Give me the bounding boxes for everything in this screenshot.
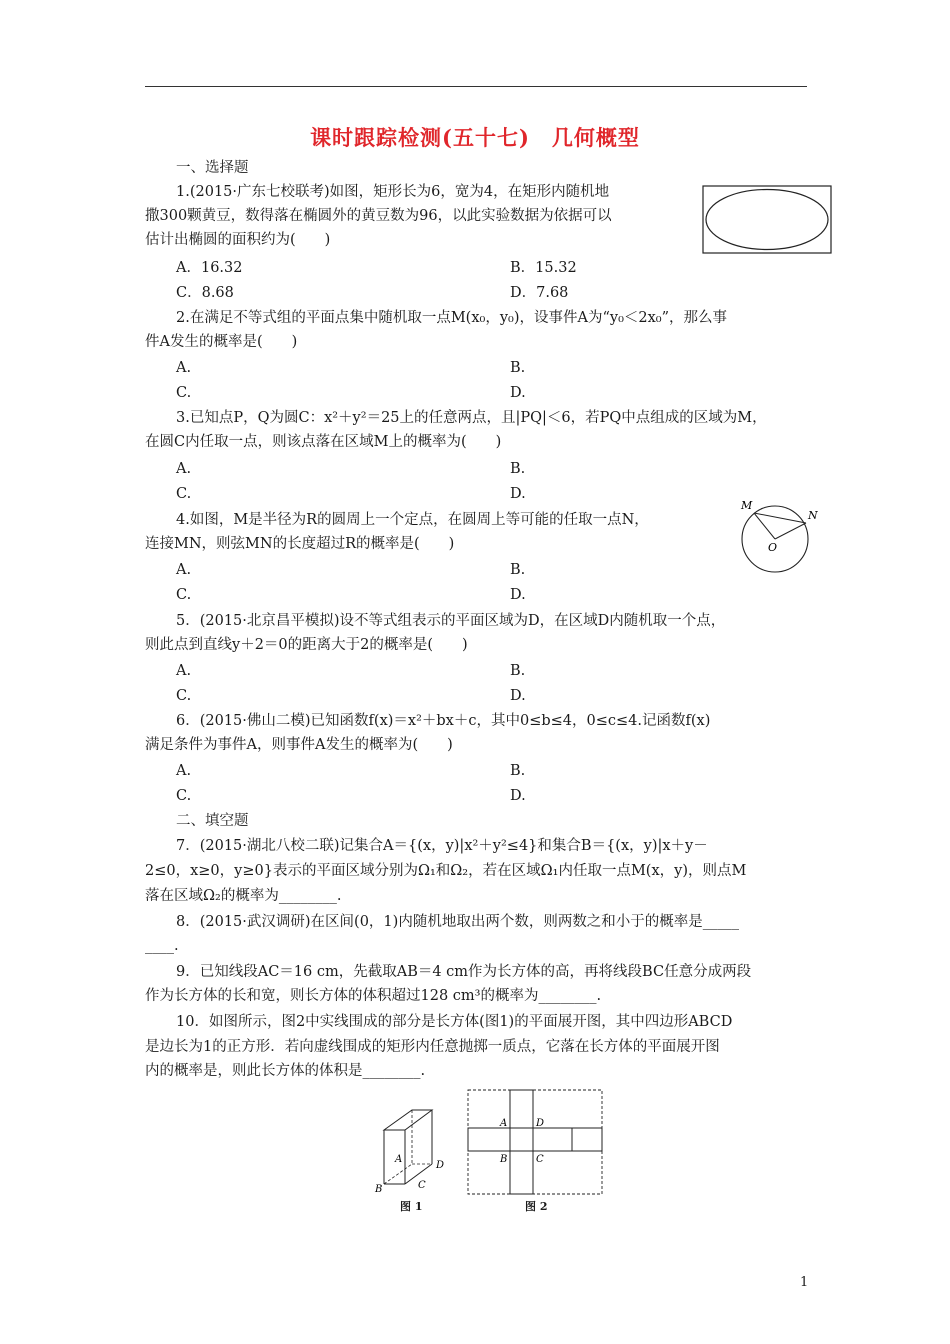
page-number: 1: [800, 1275, 809, 1290]
q6-line2: 满足条件为事件A，则事件A发生的概率为( ): [145, 737, 453, 753]
fig2-label-b: B: [500, 1154, 508, 1165]
q4-option-b: B.: [510, 562, 526, 578]
q9-line1: 9．已知线段AC＝16 cm，先截取AB＝4 cm作为长方体的高，再将线段BC任意分成两段: [176, 964, 752, 980]
fig1-caption: 图 1: [400, 1200, 423, 1213]
fig1-label-b: B: [375, 1184, 383, 1195]
q10-line3: 内的概率是，则此长方体的体积是________.: [145, 1063, 426, 1079]
q6-option-c: C.: [176, 788, 192, 804]
section-fill: 二、填空题: [176, 813, 249, 829]
q5-line1: 5．(2015·北京昌平模拟)设不等式组表示的平面区域为D，在区域D内随机取一个点，: [176, 613, 726, 629]
q4-line1: 4.如图，M是半径为R的圆周上一个定点，在圆周上等可能的任取一点N，: [176, 512, 649, 528]
q3-line1: 3.已知点P，Q为圆C：x²＋y²＝25上的任意两点，且|PQ|＜6，若PQ中点组成的区域为M，: [176, 410, 767, 426]
fig2-label-a: A: [500, 1118, 508, 1129]
q4-label-m: M: [741, 499, 753, 512]
q6-option-d: D.: [510, 788, 526, 804]
fig2-label-d: D: [536, 1118, 545, 1129]
q10-cuboid-figure: [372, 1100, 457, 1195]
section-choice: 一、选择题: [176, 160, 249, 176]
q6-option-a: A.: [176, 763, 192, 779]
q1-option-d: D．7.68: [510, 285, 569, 301]
q2-line2: 件A发生的概率是( ): [145, 334, 298, 350]
q1-line3: 估计出椭圆的面积约为( ): [145, 232, 331, 248]
q2-option-d: D.: [510, 385, 526, 401]
q6-option-b: B.: [510, 763, 526, 779]
q1-option-c: C．8.68: [176, 285, 234, 301]
q7-line3: 落在区域Ω₂的概率为________.: [145, 888, 342, 904]
q8-line1: 8．(2015·武汉调研)在区间(0，1)内随机地取出两个数，则两数之和小于的概率是_____: [176, 914, 740, 930]
q5-option-d: D.: [510, 688, 526, 704]
q4-label-n: N: [808, 509, 818, 522]
q1-line2: 撒300颗黄豆，数得落在椭圆外的黄豆数为96，以此实验数据为依据可以: [145, 208, 612, 224]
q3-option-d: D.: [510, 486, 526, 502]
q9-line2: 作为长方体的长和宽，则长方体的体积超过128 cm³的概率为________.: [145, 988, 602, 1004]
q4-circle-figure: [735, 493, 825, 583]
q2-option-a: A.: [176, 360, 192, 376]
q5-option-c: C.: [176, 688, 192, 704]
fig1-label-c: C: [418, 1180, 426, 1191]
q1-rectangle-ellipse-figure: [702, 185, 832, 255]
q5-option-b: B.: [510, 663, 526, 679]
q3-option-c: C.: [176, 486, 192, 502]
q5-option-a: A.: [176, 663, 192, 679]
q4-option-d: D.: [510, 587, 526, 603]
q4-option-a: A.: [176, 562, 192, 578]
q7-line1: 7．(2015·湖北八校二联)记集合A＝{(x，y)|x²＋y²≤4}和集合B＝{(x，y)|x＋y－: [176, 838, 708, 854]
fig1-label-d: D: [436, 1160, 445, 1171]
q3-line2: 在圆C内任取一点，则该点落在区域M上的概率为( ): [145, 434, 502, 450]
q2-line1: 2.在满足不等式组的平面点集中随机取一点M(x₀，y₀)，设事件A为“y₀＜2x₀”，那么事: [176, 310, 728, 326]
q6-line1: 6．(2015·佛山二模)已知函数f(x)＝x²＋bx＋c，其中0≤b≤4，0≤c≤4.记函数f(x): [176, 713, 711, 729]
q10-net-figure: [466, 1088, 606, 1198]
q3-option-a: A.: [176, 461, 192, 477]
q2-option-c: C.: [176, 385, 192, 401]
q1-option-a: A．16.32: [176, 260, 243, 276]
q4-label-o: O: [768, 541, 778, 554]
q7-line2: 2≤0，x≥0，y≥0}表示的平面区域分别为Ω₁和Ω₂，若在区域Ω₁内任取一点M(x，y)，则点M: [145, 863, 747, 879]
q5-line2: 则此点到直线y＋2＝0的距离大于2的概率是( ): [145, 637, 468, 653]
q4-option-c: C.: [176, 587, 192, 603]
q1-option-b: B．15.32: [510, 260, 577, 276]
page-title: 课时跟踪检测(五十七) 几何概型: [310, 125, 640, 150]
fig2-label-c: C: [536, 1154, 544, 1165]
q8-line2: ____.: [145, 938, 179, 954]
q10-line1: 10．如图所示，图2中实线围成的部分是长方体(图1)的平面展开图，其中四边形ABCD: [176, 1014, 733, 1030]
top-rule: [145, 86, 807, 87]
q10-line2: 是边长为1的正方形．若向虚线围成的矩形内任意抛掷一质点，它落在长方体的平面展开图: [145, 1039, 720, 1055]
fig1-label-a: A: [395, 1154, 403, 1165]
q3-option-b: B.: [510, 461, 526, 477]
q1-line1: 1.(2015·广东七校联考)如图，矩形长为6，宽为4，在矩形内随机地: [176, 184, 610, 200]
fig2-caption: 图 2: [525, 1200, 548, 1213]
q4-line2: 连接MN，则弦MN的长度超过R的概率是( ): [145, 536, 455, 552]
q2-option-b: B.: [510, 360, 526, 376]
